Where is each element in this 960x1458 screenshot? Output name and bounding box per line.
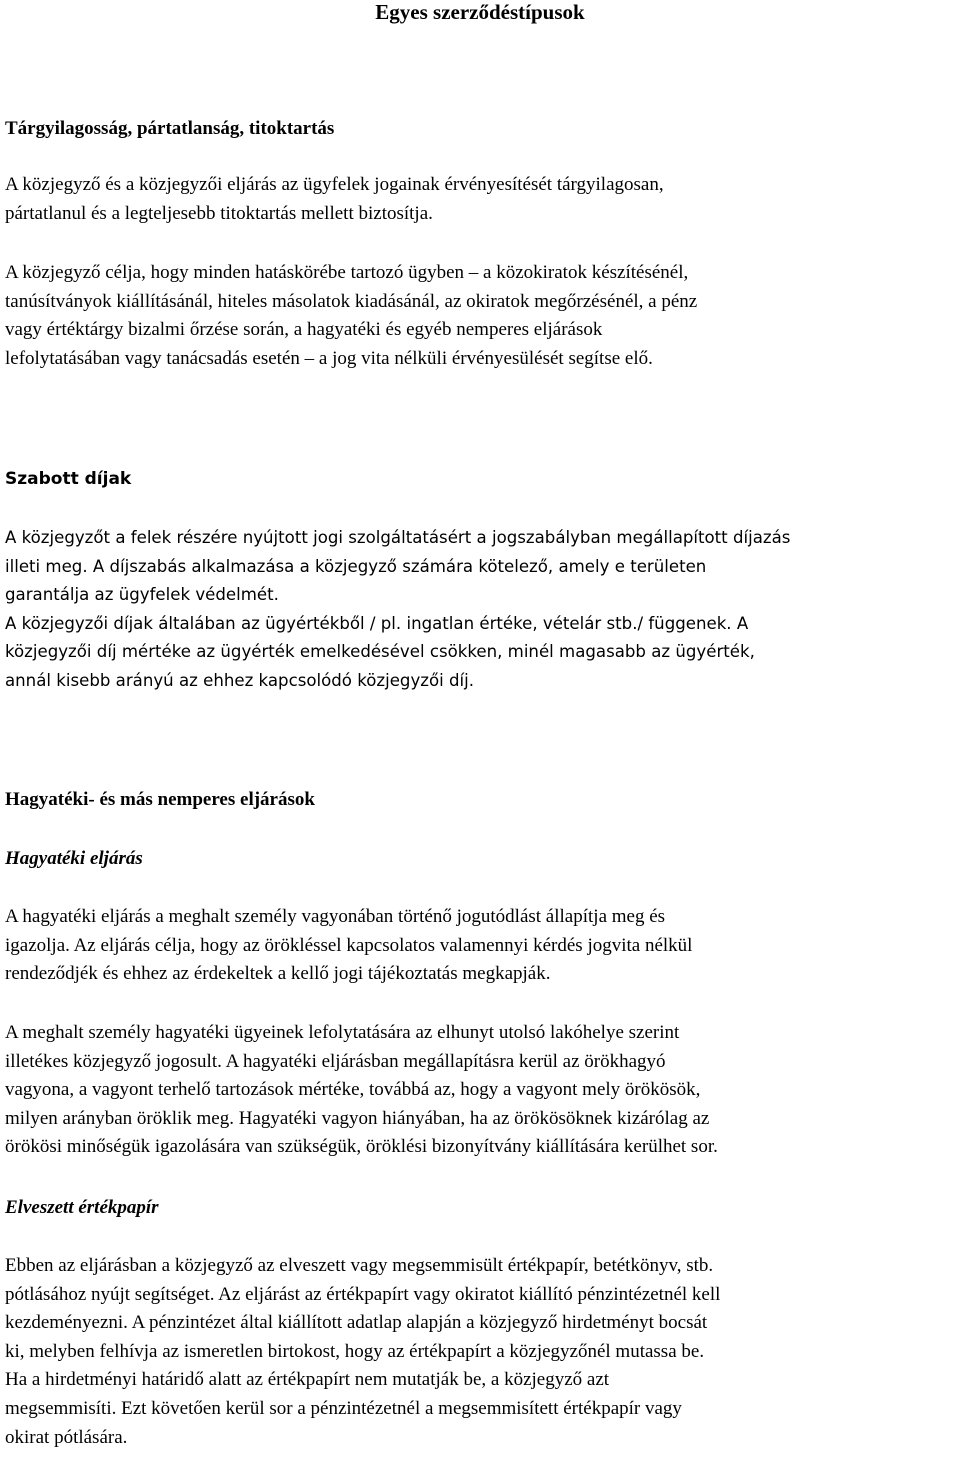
paragraph-probate-2: A meghalt személy hagyatéki ügyeinek lefolytatására az elhunyt utolsó lakóhelye szerint illetékes közjegyző jogosult. A hagyatéki eljárásban megállapításra kerül az örökhagyó vagyona, a vagyont terhelő tartozások mértéke, továbbá az, hogy a vagyont mely örökösök, milyen arányban öröklik meg. Hagyatéki vagyon hiányában, ha az örökösöknek kizárólag az örökösi minőségük igazolására van szükségük, öröklési bizonyítvány kiállítására kerülhet sor. bbox=[5, 1022, 718, 1158]
section-heading-fixed-fees: Szabott díjak bbox=[5, 469, 132, 489]
paragraph-impartiality-2: A közjegyző célja, hogy minden hatáskörébe tartozó ügyben – a közokiratok készítésénél, tanúsítványok kiállításánál, hiteles másolatok kiadásánál, az okiratok megőrzésénél, a pénz vagy értéktárgy bizalmi őrzése során, a hagyatéki és egyéb nemperes eljárások lefolytatásában vagy tanácsadás esetén – a jog vita nélküli érvényesülését segítse elő. bbox=[5, 262, 698, 369]
paragraph-lost-securities: Ebben az eljárásban a közjegyző az elveszett vagy megsemmisült értékpapír, betétkönyv, stb. pótlásához nyújt segítséget. Az eljárást az értékpapírt vagy okiratot kiállító pénzintézetnél kell kezdeményezni. A pénzintézet által kiállított adatlap alapján a közjegyző hirdetményt bocsát ki, melyben felhívja az ismeretlen birtokost, hogy az értékpapírt a közjegyzőnél mutassa be. Ha a hirdetményi határidő alatt az értékpapírt nem mutatják be, a közjegyző azt megsemmisíti. Ezt követően kerül sor a pénzintézetnél a megsemmisített értékpapír vagy okirat pótlására. bbox=[5, 1255, 721, 1448]
section-heading-impartiality: Tárgyilagosság, pártatlanság, titoktartás bbox=[5, 118, 335, 139]
paragraph-fixed-fees: A közjegyzőt a felek részére nyújtott jogi szolgáltatásért a jogszabályban megállapított díjazás illeti meg. A díjszabás alkalmazása a közjegyző számára kötelező, amely e területen garantálja az ügyfelek védelmét. A közjegyzői díjak általában az ügyértékből / pl. ingatlan értéke, vételár stb./ függenek. A közjegyzői díj mértéke az ügyérték emelkedésével csökken, minél magasabb az ügyérték, annál kisebb arányú az ehhez kapcsolódó közjegyzői díj. bbox=[5, 528, 791, 690]
paragraph-impartiality-1: A közjegyző és a közjegyzői eljárás az ügyfelek jogainak érvényesítését tárgyilagosan, pártatlanul és a legteljesebb titoktartás mellett biztosítja. bbox=[5, 174, 664, 224]
paragraph-probate-1: A hagyatéki eljárás a meghalt személy vagyonában történő jogutódlást állapítja meg és igazolja. Az eljárás célja, hogy az örökléssel kapcsolatos valamennyi kérdés jogvita nélkül rendeződjék és ehhez az érdekeltek a kellő jogi tájékoztatás megkapják. bbox=[5, 906, 693, 985]
subsection-heading-lost-securities: Elveszett értékpapír bbox=[5, 1197, 159, 1218]
subsection-heading-probate: Hagyatéki eljárás bbox=[5, 848, 143, 869]
document-title: Egyes szerződéstípusok bbox=[375, 0, 585, 24]
section-heading-probate-procedures: Hagyatéki- és más nemperes eljárások bbox=[5, 789, 315, 810]
